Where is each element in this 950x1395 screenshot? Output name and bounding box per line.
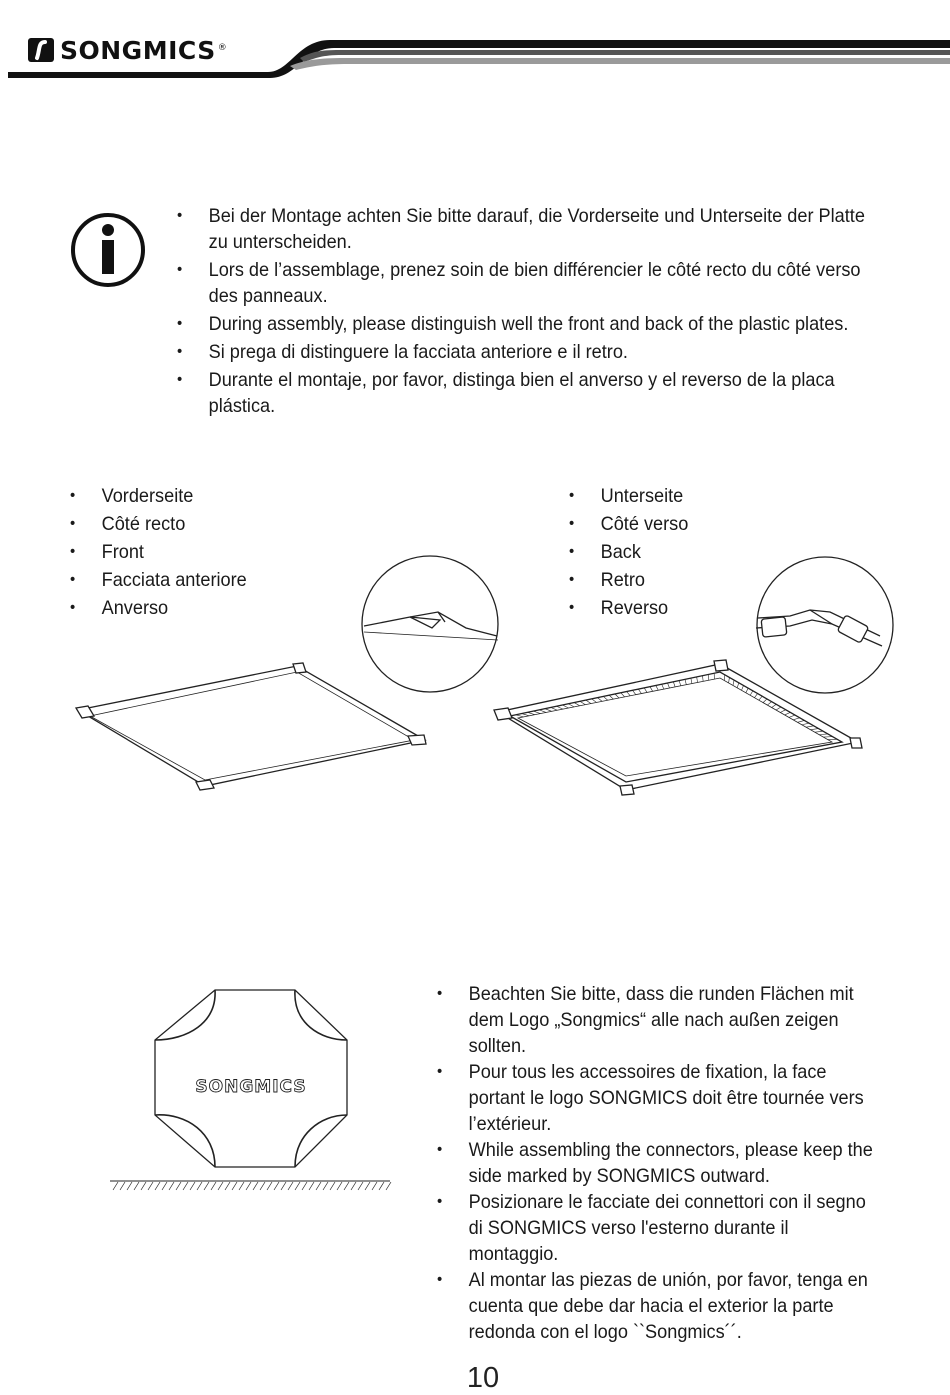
list-item: • Anverso bbox=[70, 594, 349, 622]
list-item: • Côté verso bbox=[569, 510, 755, 538]
list-item: • Reverso bbox=[569, 594, 755, 622]
connector-notes-list bbox=[437, 981, 907, 1345]
list-item: • Facciata anteriore bbox=[70, 566, 349, 594]
header bbox=[0, 0, 950, 80]
brand-name: SONGMICS ® bbox=[60, 36, 227, 65]
list-item: • Durante el montaje, por favor, distinga bien el anverso y el reverso de la placa plástica. bbox=[177, 367, 870, 419]
front-plate-illustration bbox=[0, 540, 520, 800]
list-item: • Al montar las piezas de unión, por favor, tenga en cuenta que debe dar hacia el exterior la parte redonda con el logo ``Songmics´´. bbox=[437, 1267, 874, 1345]
info-icon bbox=[68, 210, 148, 290]
list-item: • While assembling the connectors, please keep the side marked by SONGMICS outward. bbox=[437, 1137, 874, 1189]
list-item: • Lors de l’assemblage, prenez soin de bien différencier le côté recto du côté verso des panneaux. bbox=[177, 257, 870, 309]
list-item: • Back bbox=[569, 538, 755, 566]
list-item: • Beachten Sie bitte, dass die runden Flächen mit dem Logo „Songmics“ alle nach außen zeigen sollten. bbox=[437, 981, 874, 1059]
list-item: • Unterseite bbox=[569, 482, 755, 510]
brand-logo-icon bbox=[28, 38, 54, 62]
list-item: • Côté recto bbox=[70, 510, 349, 538]
page-number: 10 bbox=[0, 1362, 950, 1395]
list-item: • Posizionare le facciate dei connettori con il segno di SONGMICS verso l'esterno durante il montaggio. bbox=[437, 1189, 874, 1267]
list-item: • Si prega di distinguere la facciata anteriore e il retro. bbox=[177, 339, 870, 365]
info-notes-list bbox=[177, 203, 922, 421]
list-item: • Front bbox=[70, 538, 349, 566]
list-item: • Pour tous les accessoires de fixation, la face portant le logo SONGMICS doit être tournée vers l’extérieur. bbox=[437, 1059, 874, 1137]
list-item: • Vorderseite bbox=[70, 482, 349, 510]
list-item: • Bei der Montage achten Sie bitte darauf, die Vorderseite und Unterseite der Platte zu unterscheiden. bbox=[177, 203, 870, 255]
back-plate-illustration bbox=[490, 540, 930, 800]
connector-illustration bbox=[105, 985, 405, 1195]
list-item: • Retro bbox=[569, 566, 755, 594]
list-item: • During assembly, please distinguish well the front and back of the plastic plates. bbox=[177, 311, 870, 337]
connector-logo-text: SONGMICS bbox=[195, 1077, 306, 1097]
